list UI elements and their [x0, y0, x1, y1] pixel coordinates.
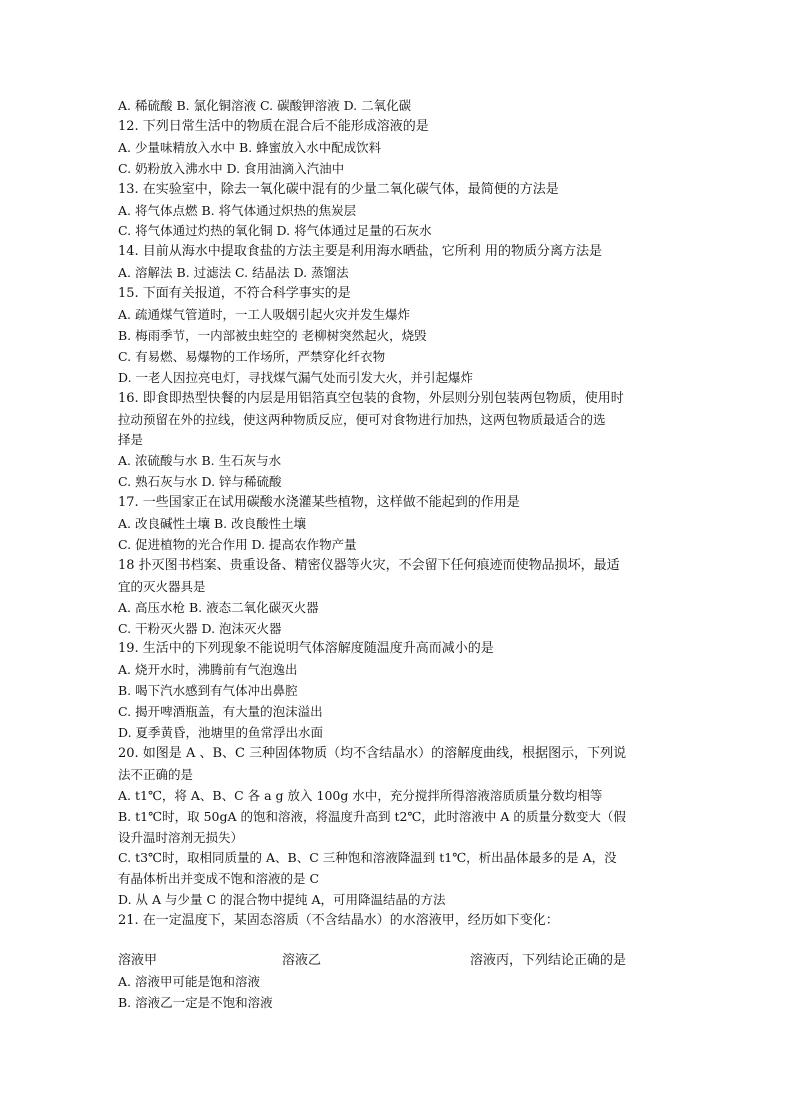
option-line: C. 有易燃、易爆物的工作场所，严禁穿化纤衣物	[118, 348, 386, 364]
option-line: 择是	[118, 432, 144, 448]
option-line: C. 熟石灰与水 D. 锌与稀硫酸	[118, 474, 282, 490]
option-line: 有晶体析出并变成不饱和溶液的是 C	[118, 871, 320, 887]
option-line: A. 烧开水时，沸腾前有气泡逸出	[118, 662, 298, 678]
option-line: A. 改良碱性土壤 B. 改良酸性土壤	[118, 516, 307, 531]
option-line: D. 夏季黄昏，池塘里的鱼常浮出水面	[118, 725, 324, 740]
question-stem-line: 12. 下列日常生活中的物质在混合后不能形成溶液的是	[118, 118, 429, 134]
question-stem-line: 16. 即食即热型快餐的内层是用铝箔真空包装的食物，外层则分别包装两包物质，使用时	[118, 390, 624, 406]
option-line: C. 将气体通过灼热的氧化铜 D. 将气体通过足量的石灰水	[118, 223, 432, 239]
option-line: A. 浓硫酸与水 B. 生石灰与水	[118, 453, 282, 469]
question-stem-line: 14. 目前从海水中提取食盐的方法主要是利用海水晒盐，它所利 用的物质分离方法是	[118, 244, 602, 260]
option-line: B. 梅雨季节，一内部被虫蛀空的 老柳树突然起火，烧毁	[118, 327, 427, 343]
flow-label-solution-b: 溶液乙	[282, 953, 322, 968]
question-stem-line: 15. 下面有关报道，不符合科学事实的是	[118, 286, 351, 302]
option-line: A. t1℃，将 A、B、C 各 a g 放入 100g 水中，充分搅拌所得溶液溶质质量分数均相等	[118, 787, 603, 803]
flow-label-solution-a: 溶液甲	[118, 953, 158, 968]
question-stem-line: 17. 一些国家正在试用碳酸水浇灌某些植物，这样做不能起到的作用是	[118, 495, 520, 511]
option-line: A. 少量味精放入水中 B. 蜂蜜放入水中配成饮料	[118, 139, 382, 155]
option-line: 设升温时溶剂无损失）	[118, 829, 244, 845]
option-line: A. 高压水枪 B. 液态二氧化碳灭火器	[118, 599, 319, 615]
option-line: 法不正确的是	[118, 766, 194, 782]
option-line: C. 促进植物的光合作用 D. 提高农作物产量	[118, 536, 357, 552]
option-line: A. 溶解法 B. 过滤法 C. 结晶法 D. 蒸馏法	[118, 265, 349, 281]
option-line: A. 疏通煤气管道时，一工人吸烟引起火灾并发生爆炸	[118, 307, 410, 322]
option-line: A. 将气体点燃 B. 将气体通过炽热的焦炭层	[118, 202, 357, 218]
option-line: C. t3℃时，取相同质量的 A、B、C 三种饱和溶液降温到 t1℃，析出晶体最多的是 A，没	[118, 850, 617, 866]
option-line: B. 喝下汽水感到有气体冲出鼻腔	[118, 683, 298, 699]
question-stem-line: 19. 生活中的下列现象不能说明气体溶解度随温度升高而减小的是	[118, 641, 494, 657]
option-line: 拉动预留在外的拉线，使这两种物质反应，便可对食物进行加热，这两包物质最适合的选	[118, 411, 606, 427]
option-line: D. 一老人因拉亮电灯，寻找煤气漏气处而引发大火，并引起爆炸	[118, 369, 474, 385]
option-line: B. t1℃时，取 50gA 的饱和溶液，将温度升高到 t2℃，此时溶液中 A 的质量分数变大（假	[118, 808, 626, 824]
option-line: B. 溶液乙一定是不饱和溶液	[118, 994, 273, 1010]
question-stem-line: 20. 如图是 A 、B、C 三种固体物质（均不含结晶水）的溶解度曲线，根据图示，下列说	[118, 745, 627, 761]
question-stem-line: 21. 在一定温度下，某固态溶质（不含结晶水）的水溶液甲，经历如下变化：	[118, 913, 559, 929]
option-line: C. 干粉灭火器 D. 泡沫灭火器	[118, 620, 282, 636]
option-line: C. 揭开啤酒瓶盖，有大量的泡沫溢出	[118, 704, 323, 720]
option-line: A. 溶液甲可能是饱和溶液	[118, 974, 260, 989]
question-stem-line: 13. 在实验室中，除去一氧化碳中混有的少量二氧化碳气体，最简便的方法是	[118, 181, 559, 197]
option-line: 宜的灭火器具是	[118, 578, 206, 594]
flow-label-solution-c: 溶液丙，下列结论正确的是	[470, 953, 627, 968]
question-stem-line: 18 扑灭图书档案、贵重设备、精密仪器等火灾，不会留下任何痕迹而使物品损坏，最适	[118, 557, 620, 573]
option-line: D. 从 A 与少量 C 的混合物中提纯 A，可用降温结晶的方法	[118, 892, 446, 908]
option-line: A. 稀硫酸 B. 氯化铜溶液 C. 碳酸钾溶液 D. 二氧化碳	[118, 98, 412, 113]
option-line: C. 奶粉放入沸水中 D. 食用油滴入汽油中	[118, 160, 345, 176]
